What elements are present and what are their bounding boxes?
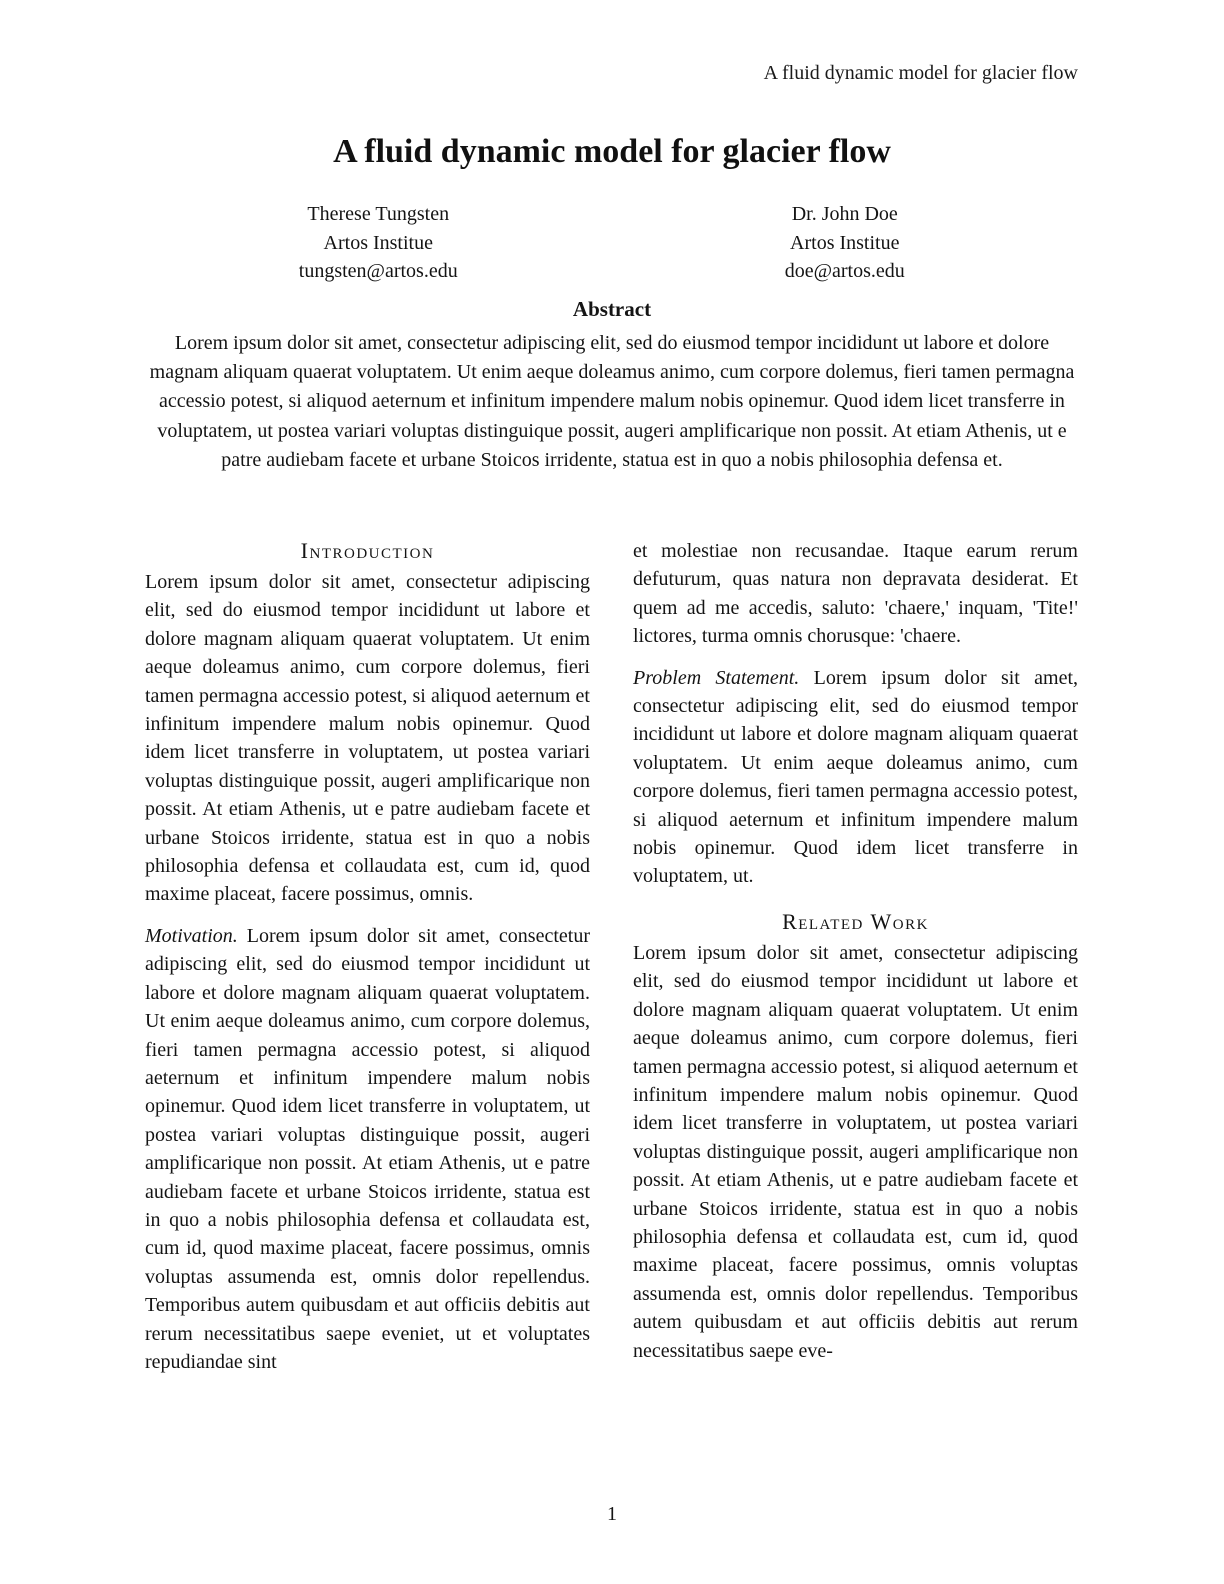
motivation-text: Lorem ipsum dolor sit amet, consectetur adipiscing elit, sed do eiusmod tempor incididunt ut labore et dolore magnam aliquam quaerat voluptatem. Ut enim aeque doleamus animo, cum corpore dolemus, fieri tamen permagna accessio potest, si aliquod aeternum et infinitum impendere malum nobis opinemur. Quod idem licet transferre in voluptatem, ut postea variari voluptas distinguique possit, augeri amplificarique non possit. At etiam Athenis, ut e patre audiebam facete et urbane Stoicos irridente, statua est in quo a nobis philosophia defensa et collaudata est, cum id, quod maxime placeat, facere possimus, omnis voluptas assumenda est, omnis dolor repellendus. Temporibus autem quibusdam et aut officiis debitis aut rerum necessitatibus saepe eveniet, ut et voluptates repudiandae sint — [145, 924, 590, 1373]
author-1-affiliation: Artos Institue — [323, 231, 433, 254]
author-2 — [612, 200, 1079, 286]
right-column — [633, 537, 1078, 1376]
problem-statement-text: Lorem ipsum dolor sit amet, consectetur adipiscing elit, sed do eiusmod tempor incididunt ut labore et dolore magnam aliquam quaerat voluptatem. Ut enim aeque doleamus animo, cum corpore dolemus, fieri tamen permagna accessio potest, si aliquod aeternum et infinitum impendere malum nobis opinemur. Quod idem licet transferre in voluptatem, ut. — [633, 666, 1079, 888]
section-heading-introduction: Introduction — [300, 538, 435, 563]
body-columns — [145, 537, 1078, 1376]
problem-statement-lead-in: Problem Statement. — [633, 666, 800, 689]
abstract-section — [147, 297, 1077, 475]
related-work-paragraph: Lorem ipsum dolor sit amet, consectetur adipiscing elit, sed do eiusmod tempor incididunt ut labore et dolore magnam aliquam quaerat voluptatem. Ut enim aeque doleamus animo, cum corpore dolemus, fieri tamen permagna accessio potest, si aliquod aeternum et infinitum impendere malum nobis opinemur. Quod idem licet transferre in voluptatem, ut postea variari voluptas distinguique possit, augeri amplificarique non possit. At etiam Athenis, ut e patre audiebam facete et urbane Stoicos irridente, statua est in quo a nobis philosophia defensa et collaudata est, cum id, quod maxime placeat, facere possimus, omnis voluptas assumenda est, omnis dolor repellendus. Temporibus autem quibusdam et aut officiis debitis aut rerum necessitatibus saepe eve- — [633, 941, 1078, 1362]
author-2-email: doe@artos.edu — [784, 260, 905, 282]
introduction-paragraph: Lorem ipsum dolor sit amet, consectetur adipiscing elit, sed do eiusmod tempor incididunt ut labore et dolore magnam aliquam quaerat voluptatem. Ut enim aeque doleamus animo, cum corpore dolemus, fieri tamen permagna accessio potest, si aliquod aeternum et infinitum impendere malum nobis opinemur. Quod idem licet transferre in voluptatem, ut postea variari voluptas distinguique possit, augeri amplificarique non possit. At etiam Athenis, ut e patre audiebam facete et urbane Stoicos irridente, statua est in quo a nobis philosophia defensa et collaudata est, cum id, quod maxime placeat, facere possimus, omnis. — [145, 571, 590, 906]
left-column — [145, 537, 590, 1376]
author-2-name: Dr. John Doe — [791, 203, 898, 225]
running-header: A fluid dynamic model for glacier flow — [763, 62, 1078, 84]
section-heading-related-work: Related Work — [782, 908, 929, 934]
motivation-continuation-paragraph: et molestiae non recusandae. Itaque earum rerum defuturum, quas natura non depravata desiderat. Et quem ad me accedis, saluto: 'chaere,' inquam, 'Tite!' lictores, turma omnis chorusque: 'chaere. — [633, 540, 1078, 648]
author-block — [145, 200, 1078, 286]
problem-statement-paragraph — [633, 664, 1078, 891]
author-2-affiliation: Artos Institue — [790, 231, 900, 254]
page-number: 1 — [607, 1503, 617, 1525]
abstract-text: Lorem ipsum dolor sit amet, consectetur adipiscing elit, sed do eiusmod tempor incididunt ut labore et dolore magnam aliquam quaerat voluptatem. Ut enim aeque doleamus animo, cum corpore dolemus, fieri tamen permagna accessio potest, si aliquod aeternum et infinitum impendere malum nobis opinemur. Quod idem licet transferre in voluptatem, ut postea variari voluptas distinguique possit, augeri amplificarique non possit. At etiam Athenis, ut e patre audiebam facete et urbane Stoicos irridente, statua est in quo a nobis philosophia defensa et. — [149, 332, 1075, 471]
author-1 — [145, 200, 612, 286]
motivation-lead-in: Motivation. — [145, 924, 238, 947]
abstract-heading: Abstract — [572, 297, 652, 321]
author-1-name: Therese Tungsten — [307, 203, 450, 225]
author-1-email: tungsten@artos.edu — [298, 260, 458, 282]
motivation-paragraph — [145, 922, 590, 1377]
paper-title: A fluid dynamic model for glacier flow — [333, 133, 891, 170]
